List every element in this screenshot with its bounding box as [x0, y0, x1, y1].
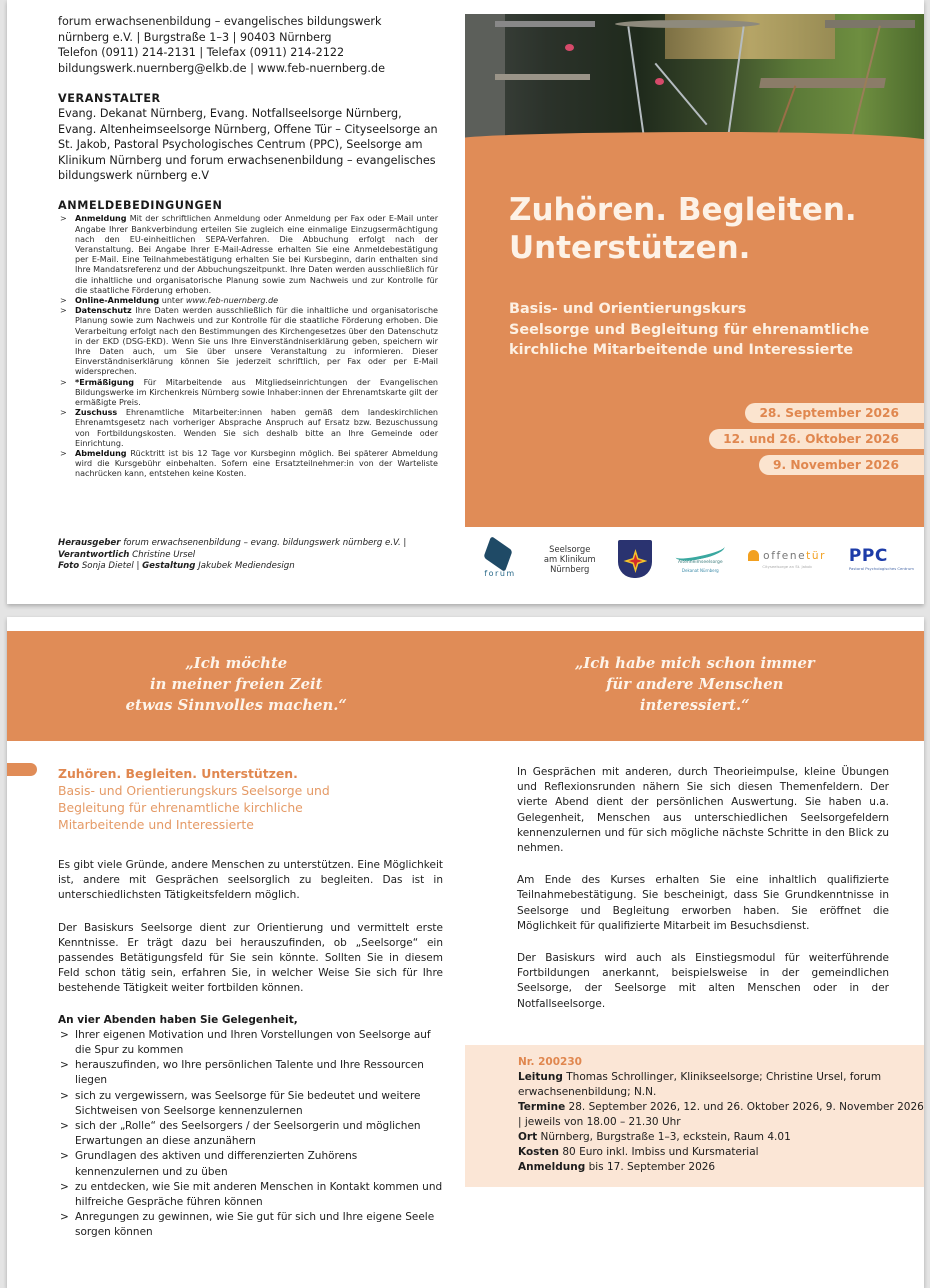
chevron-right-icon: >: [60, 408, 67, 418]
partner-logos: [465, 529, 924, 589]
condition-text: Ihre Daten werden ausschließlich für die inhaltliche und organisatorische Planung sowie zum Nachweis und zur Kontrolle für die staatliche Förderung erhoben. Die Verarbeitung erfolgt nach den Bestimmungen des Kirchengesetzes über den Datenschutz in der EKD (DSG-EKD). Wenn Sie uns Ihre Einverständniserklärung geben, speichern wir Ihre Daten auch, um Sie über unsere Veranstaltung zu informieren. Dieser Einverständniserklärung können Sie jederzeit schriftlich, per Fax oder per E-Mail widersprechen.: [75, 306, 438, 377]
section-marker: [7, 763, 37, 776]
condition-term: Online-Anmeldung: [75, 296, 160, 306]
right-text-column: [517, 765, 889, 1012]
condition-text: Mit der schriftlichen Anmeldung oder Anmeldung per Fax oder E-Mail unter Angabe Ihrer Bankverbindung erteilen Sie zugleich eine einmalige Einzugsermächtigung nach den EU-einheitlichen SEPA-Verfahren. Die Abbuchung erfolgt nach der Veranstaltung. Bei Angabe Ihrer E-Mail-Adresse erhalten Sie eine Anmeldebestätigung per E-Mail. Eine Teilnahmebestätigung erhalten Sie bei Kursbeginn, darin enthalten sind Ihre Mandatsreferenz und der Abbuchungszeitpunkt. Ihre Daten werden ausschließlich für die inhaltliche und organisatorische Planung sowie zum Nachweis und zur Kontrolle für die staatliche Förderung erhoben.: [75, 214, 438, 295]
basiskurs-paragraph: Der Basiskurs Seelsorge dient zur Orientierung und vermittelt erste Kenntnisse. Er trägt dazu bei herauszufinden, ob „Seelsorge“ ein passendes Betätigungsfeld für Sie sein könnte. Sollten Sie in diesem Feld schon tätig sein, erfahren Sie, in welcher Weise Sie sich für Ihre bestehende Tätigkeit weiter fortbilden können.: [58, 921, 443, 995]
quote-right: „Ich habe mich schon immer für andere Menschen interessiert.“: [574, 655, 815, 714]
date-pill: 12. und 26. Oktober 2026: [709, 429, 924, 449]
imprint-line: Verantwortlich Christine Ursel: [58, 549, 196, 560]
address-line: nürnberg e.V. | Burgstraße 1–3 | 90403 Nürnberg: [58, 30, 332, 44]
list-item: > sich der „Rolle“ des Seelsorgers / der Seelsorgerin und möglichen Erwartungen an diese anzunähern: [60, 1120, 421, 1148]
date-pill: 28. September 2026: [745, 403, 924, 423]
klinikum-seelsorge-logo: Seelsorge am Klinikum Nürnberg: [543, 544, 596, 574]
chevron-right-icon: >: [60, 1211, 69, 1224]
address-line: Telefon (0911) 214-2131 | Telefax (0911) 214-2122: [58, 46, 345, 60]
imprint-line: Herausgeber forum erwachsenenbildung – evang. bildungswerk nürnberg e.V. |: [58, 538, 407, 548]
brochure-back-page: [7, 0, 924, 604]
condition-item: [58, 306, 438, 377]
notfallseelsorge-shield-icon: [618, 540, 652, 578]
online-registration-link[interactable]: www.feb-nuernberg.de: [185, 296, 279, 306]
conditions-heading: ANMELDEBEDINGUNGEN: [58, 199, 223, 213]
list-item: > Grundlagen des aktiven und differenzierten Zuhörens kennenzulernen und zu üben: [60, 1150, 358, 1178]
garden-furniture-photo: [465, 14, 924, 139]
condition-item: [58, 214, 438, 296]
list-item: > herauszufinden, wo Ihre persönlichen Talente und Ihre Ressourcen liegen: [60, 1059, 424, 1087]
forum-mark-icon: [479, 541, 521, 567]
info-row-anmeldung: Anmeldung bis 17. September 2026: [518, 1161, 716, 1173]
altenheimseelsorge-logo: Altenheimseelsorge Dekanat Nürnberg: [675, 545, 725, 573]
list-item: > Ihrer eigenen Motivation und Ihren Vorstellungen von Seelsorge auf die Spur zu kommen: [60, 1028, 431, 1057]
condition-text: Rücktritt ist bis 12 Tage vor Kursbeginn möglich. Bei späterer Abmeldung wird die Kursgebühr einbehalten. Sofern eine Ersatzteilnehmer:in von der Warteliste nachrücken kann, entstehen keine Kosten.: [75, 449, 438, 479]
brochure-inner-page: [7, 617, 924, 1288]
chevron-right-icon: >: [60, 1150, 69, 1163]
course-dates: [709, 402, 910, 480]
cover-panel: [465, 139, 924, 527]
condition-item: [58, 378, 438, 409]
chevron-right-icon: >: [60, 1059, 69, 1072]
chevron-right-icon: >: [60, 449, 67, 459]
left-text-column: [58, 765, 443, 1241]
organizer-text: Evang. Dekanat Nürnberg, Evang. Notfallseelsorge Nürnberg, Evang. Altenheimseelsorge Nürnberg, Offene Tür – Cityseelsorge an St. Jakob, Pastoral Psychologisches Centrum (PPC), Seelsorge am Klinikum Nürnberg und forum erwachsenenbildung – evangelisches bildungswerk nürnberg e.V: [58, 107, 438, 182]
condition-text: Ehrenamtliche Mitarbeiter:innen haben gemäß dem landeskirchlichen Ehrenamtsgesetz nach vorheriger Absprache Anspruch auf Ersatz bzw. Bezuschussung von Fortbildungskosten. Wenden Sie sich deshalb bitte an Ihre Gemeinde oder Einrichtung.: [75, 408, 438, 448]
intro-paragraph: Es gibt viele Gründe, andere Menschen zu unterstützen. Eine Möglichkeit ist, andere mit Gesprächen seelsorglich zu begleiten. Das ist in unterschiedlichsten Tätigkeitsfeldern möglich.: [58, 859, 443, 902]
list-lead: An vier Abenden haben Sie Gelegenheit,: [58, 1013, 298, 1026]
condition-text: Für Mitarbeitende aus Mitgliedseinrichtungen der Evangelischen Bildungswerke im Kirchenkreis Nürnberg sowie Inhaber:innen der Ehrenamtskarte gilt der ermäßigte Preis.: [75, 377, 438, 408]
chevron-right-icon: >: [60, 1180, 69, 1193]
address-line: bildungswerk.nuernberg@elkb.de | www.feb-nuernberg.de: [58, 61, 385, 75]
chevron-right-icon: >: [60, 214, 67, 224]
imprint: [58, 538, 458, 573]
chevron-right-icon: >: [60, 1028, 69, 1041]
list-item: > Anregungen zu gewinnen, wie Sie gut für sich und Ihre eigene Seele sorgen können: [60, 1211, 435, 1239]
quote-band: [7, 631, 924, 741]
condition-term: Abmeldung: [75, 449, 127, 459]
condition-item: [58, 296, 438, 306]
info-row-ort: Ort Nürnberg, Burgstraße 1–3, eckstein, Raum 4.01: [518, 1131, 791, 1143]
contact-and-conditions-column: [58, 14, 438, 480]
chevron-right-icon: >: [60, 1089, 69, 1102]
course-info-box: [465, 1045, 924, 1187]
chevron-right-icon: >: [60, 296, 67, 306]
condition-term: Datenschutz: [75, 306, 132, 316]
condition-text: unter: [159, 296, 186, 306]
cover-column: [465, 14, 924, 604]
condition-item: [58, 449, 438, 480]
condition-item: [58, 408, 438, 449]
course-number: Nr. 200230: [518, 1056, 582, 1068]
chevron-right-icon: >: [60, 377, 67, 387]
condition-term: *Ermäßigung: [75, 377, 135, 387]
section-subheading: Basis- und Orientierungskurs Seelsorge und Begleitung für ehrenamtliche kirchliche Mitarbeitende und Interessierte: [58, 783, 330, 832]
organizer-heading: VERANSTALTER: [58, 92, 161, 106]
condition-term: Zuschuss: [75, 408, 118, 418]
list-item: > zu entdecken, wie Sie mit anderen Menschen in Kontakt kommen und hilfreiche Gespräche führen können: [60, 1180, 443, 1209]
cover-subtitle: Basis- und Orientierungskurs Seelsorge und Begleitung für ehrenamtliche kirchliche Mitarbeitende und Interessierte: [509, 301, 870, 358]
imprint-line: Foto Sonja Dietel | Gestaltung Jakubek Mediendesign: [58, 561, 295, 572]
info-row-termine: Termine 28. September 2026, 12. und 26. Oktober 2026, 9. November 2026 | jeweils von 18.00 – 21.30 Uhr: [518, 1101, 924, 1128]
method-paragraph: In Gesprächen mit anderen, durch Theorieimpulse, kleine Übungen und Reflexionsrunden nähern Sie sich diesen Themenfeldern. Der vierte Abend dient der persönlichen Auswertung. Sie haben u.a. Gelegenheit, Menschen aus unterschiedlichen Seelsorgefeldern kennenzulernen und für sich mögliche nächste Schritte in den Blick zu nehmen.: [517, 766, 889, 855]
certificate-paragraph: Am Ende des Kurses erhalten Sie eine inhaltlich qualifizierte Teilnahmebestätigung. Sie bescheinigt, dass Sie Grundkenntnisse in Seelsorge und Begleitung erworben haben. Sie eröffnet die Möglichkeit für qualifizierte Mitarbeit im Besuchsdienst.: [517, 874, 889, 932]
goals-list: [58, 1028, 443, 1241]
list-item: > sich zu vergewissern, was Seelsorge für Sie bedeutet und weitere Sichtweisen von Seelsorge kennenzulernen: [60, 1089, 421, 1117]
date-pill: 9. November 2026: [759, 455, 924, 475]
forum-logo: forum: [479, 541, 521, 578]
module-paragraph: Der Basiskurs wird auch als Einstiegsmodul für weiterführende Fortbildungen anerkannt, beispielsweise in der gemeindlichen Seelsorge, der Seelsorge mit alten Menschen oder in der Notfallseelsorge.: [517, 952, 889, 1010]
quote-left: „Ich möchte in meiner freien Zeit etwas Sinnvolles machen.“: [125, 655, 347, 714]
chevron-right-icon: >: [60, 306, 67, 316]
info-row-kosten: Kosten 80 Euro inkl. Imbiss und Kursmaterial: [518, 1146, 759, 1158]
cover-title: Zuhören. Begleiten. Unterstützen.: [509, 192, 857, 266]
address-block: [58, 14, 438, 76]
offene-tuer-logo: offene tür Cityseelsorge an St. Jakob: [748, 550, 826, 569]
info-row-leitung: Leitung Thomas Schrollinger, Klinikseelsorge; Christine Ursel, forum erwachsenenbildung; N.N.: [518, 1071, 882, 1098]
conditions-list: [58, 214, 438, 479]
address-line: forum erwachsenenbildung – evangelisches bildungswerk: [58, 15, 382, 28]
chevron-right-icon: >: [60, 1120, 69, 1133]
section-heading: Zuhören. Begleiten. Unterstützen.: [58, 766, 298, 781]
condition-term: Anmeldung: [75, 214, 127, 224]
ppc-logo: PPC Pastoral Psychologisches Centrum: [848, 545, 914, 571]
sun-icon: [748, 550, 759, 561]
